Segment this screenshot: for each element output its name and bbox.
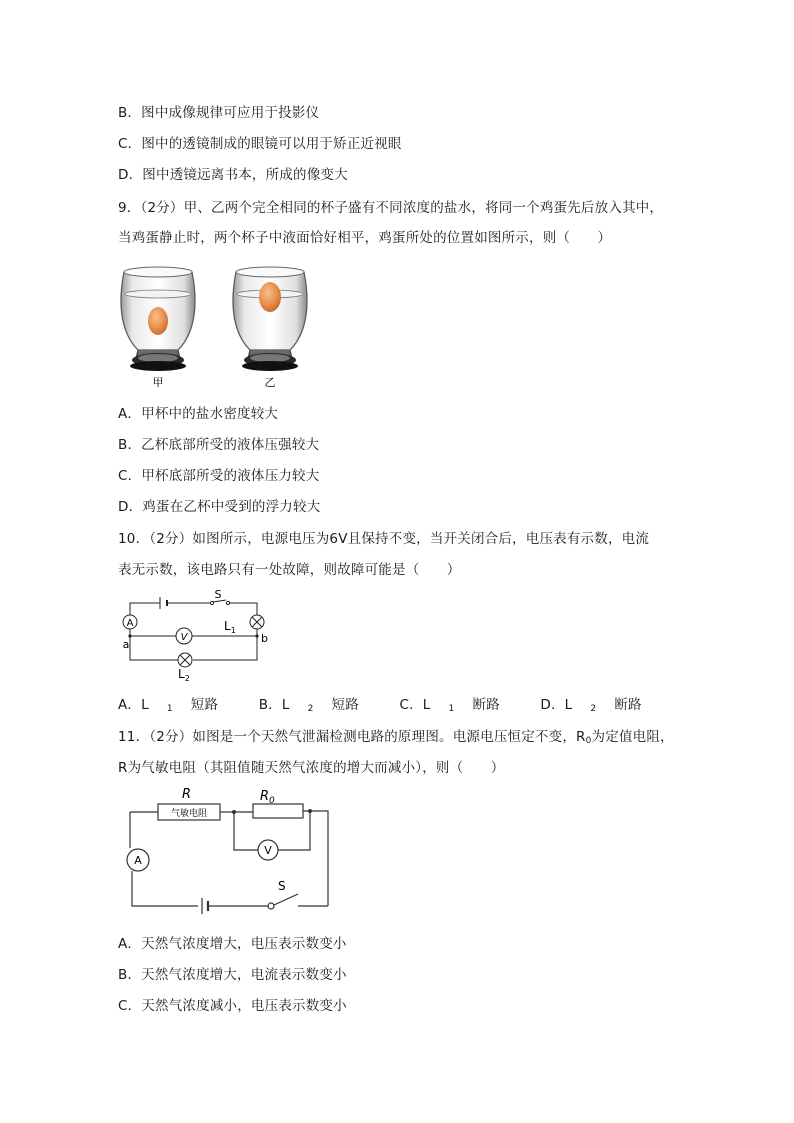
q9-option-c: C．甲杯底部所受的液体压力较大 bbox=[118, 468, 320, 484]
q10-option-d: D．L $_2$ 断路 bbox=[540, 697, 642, 714]
q11-option-c: C．天然气浓度减小，电压表示数变小 bbox=[118, 998, 347, 1014]
q8-option-c: C．图中的透镜制成的眼镜可以用于矫正近视眼 bbox=[118, 136, 402, 152]
q10-circuit-diagram bbox=[118, 590, 268, 682]
q9-stem-line2: 当鸡蛋静止时，两个杯子中液面恰好相平，鸡蛋所处的位置如图所示，则（ ） bbox=[118, 230, 612, 246]
q11-stem-line2: R为气敏电阻（其阻值随天然气浓度的增大而减小），则（ ） bbox=[118, 760, 505, 776]
q11-stem-line1: 11．（2分）如图是一个天然气泄漏检测电路的原理图。电源电压恒定不变，$R_0$为定值电阻， bbox=[118, 729, 674, 746]
node-a-label: a bbox=[122, 638, 130, 651]
q8-option-b: B．图中成像规律可应用于投影仪 bbox=[118, 105, 320, 121]
r-label: R bbox=[182, 787, 192, 802]
egg-icon bbox=[148, 307, 168, 335]
q9-stem-line1: 9．（2分）甲、乙两个完全相同的杯子盛有不同浓度的盐水，将同一个鸡蛋先后放入其中， bbox=[118, 200, 664, 216]
q9-figure-cups bbox=[116, 262, 316, 392]
q11-option-b: B．天然气浓度增大，电流表示数变小 bbox=[118, 967, 347, 983]
q9-option-d: D．鸡蛋在乙杯中受到的浮力较大 bbox=[118, 499, 321, 515]
q9-option-b: B．乙杯底部所受的液体压强较大 bbox=[118, 437, 320, 453]
q10-stem-line2: 表无示数，该电路只有一处故障，则故障可能是（ ） bbox=[118, 562, 461, 578]
switch-label: S bbox=[214, 590, 222, 601]
q11-option-a: A．天然气浓度增大，电压表示数变小 bbox=[118, 936, 347, 952]
q9-option-a: A．甲杯中的盐水密度较大 bbox=[118, 406, 279, 422]
lamp1-label: $L_1$ bbox=[224, 619, 236, 635]
r0-label: $R_0$ bbox=[260, 789, 275, 806]
q10-option-c: C．L $_1$ 断路 bbox=[399, 697, 500, 714]
cup-jia-label: 甲 bbox=[152, 376, 164, 389]
q10-stem-line1: 10．（2分）如图所示，电源电压为6V且保持不变，当开关闭合后，电压表有示数，电流 bbox=[118, 531, 650, 547]
cup-yi-label: 乙 bbox=[264, 376, 276, 389]
q10-option-b: B．L $_2$ 短路 bbox=[258, 697, 359, 714]
cup-jia bbox=[121, 267, 195, 371]
q8-option-d: D．图中透镜远离书本，所成的像变大 bbox=[118, 167, 348, 183]
ammeter-label: A bbox=[134, 854, 142, 867]
voltmeter-label: V bbox=[180, 632, 188, 643]
r-box-label: 气敏电阻 bbox=[170, 809, 208, 819]
cup-yi bbox=[233, 267, 307, 371]
ammeter-label: A bbox=[126, 618, 134, 629]
node-b-label: b bbox=[261, 632, 268, 645]
egg-icon bbox=[259, 282, 281, 312]
q10-option-a: A．L $_1$ 短路 bbox=[118, 697, 219, 714]
q10-options bbox=[118, 696, 678, 718]
lamp2-label: $L_2$ bbox=[178, 667, 190, 682]
voltmeter-label: V bbox=[264, 844, 272, 857]
switch-label: S bbox=[278, 879, 286, 893]
q11-circuit-diagram bbox=[118, 784, 344, 920]
